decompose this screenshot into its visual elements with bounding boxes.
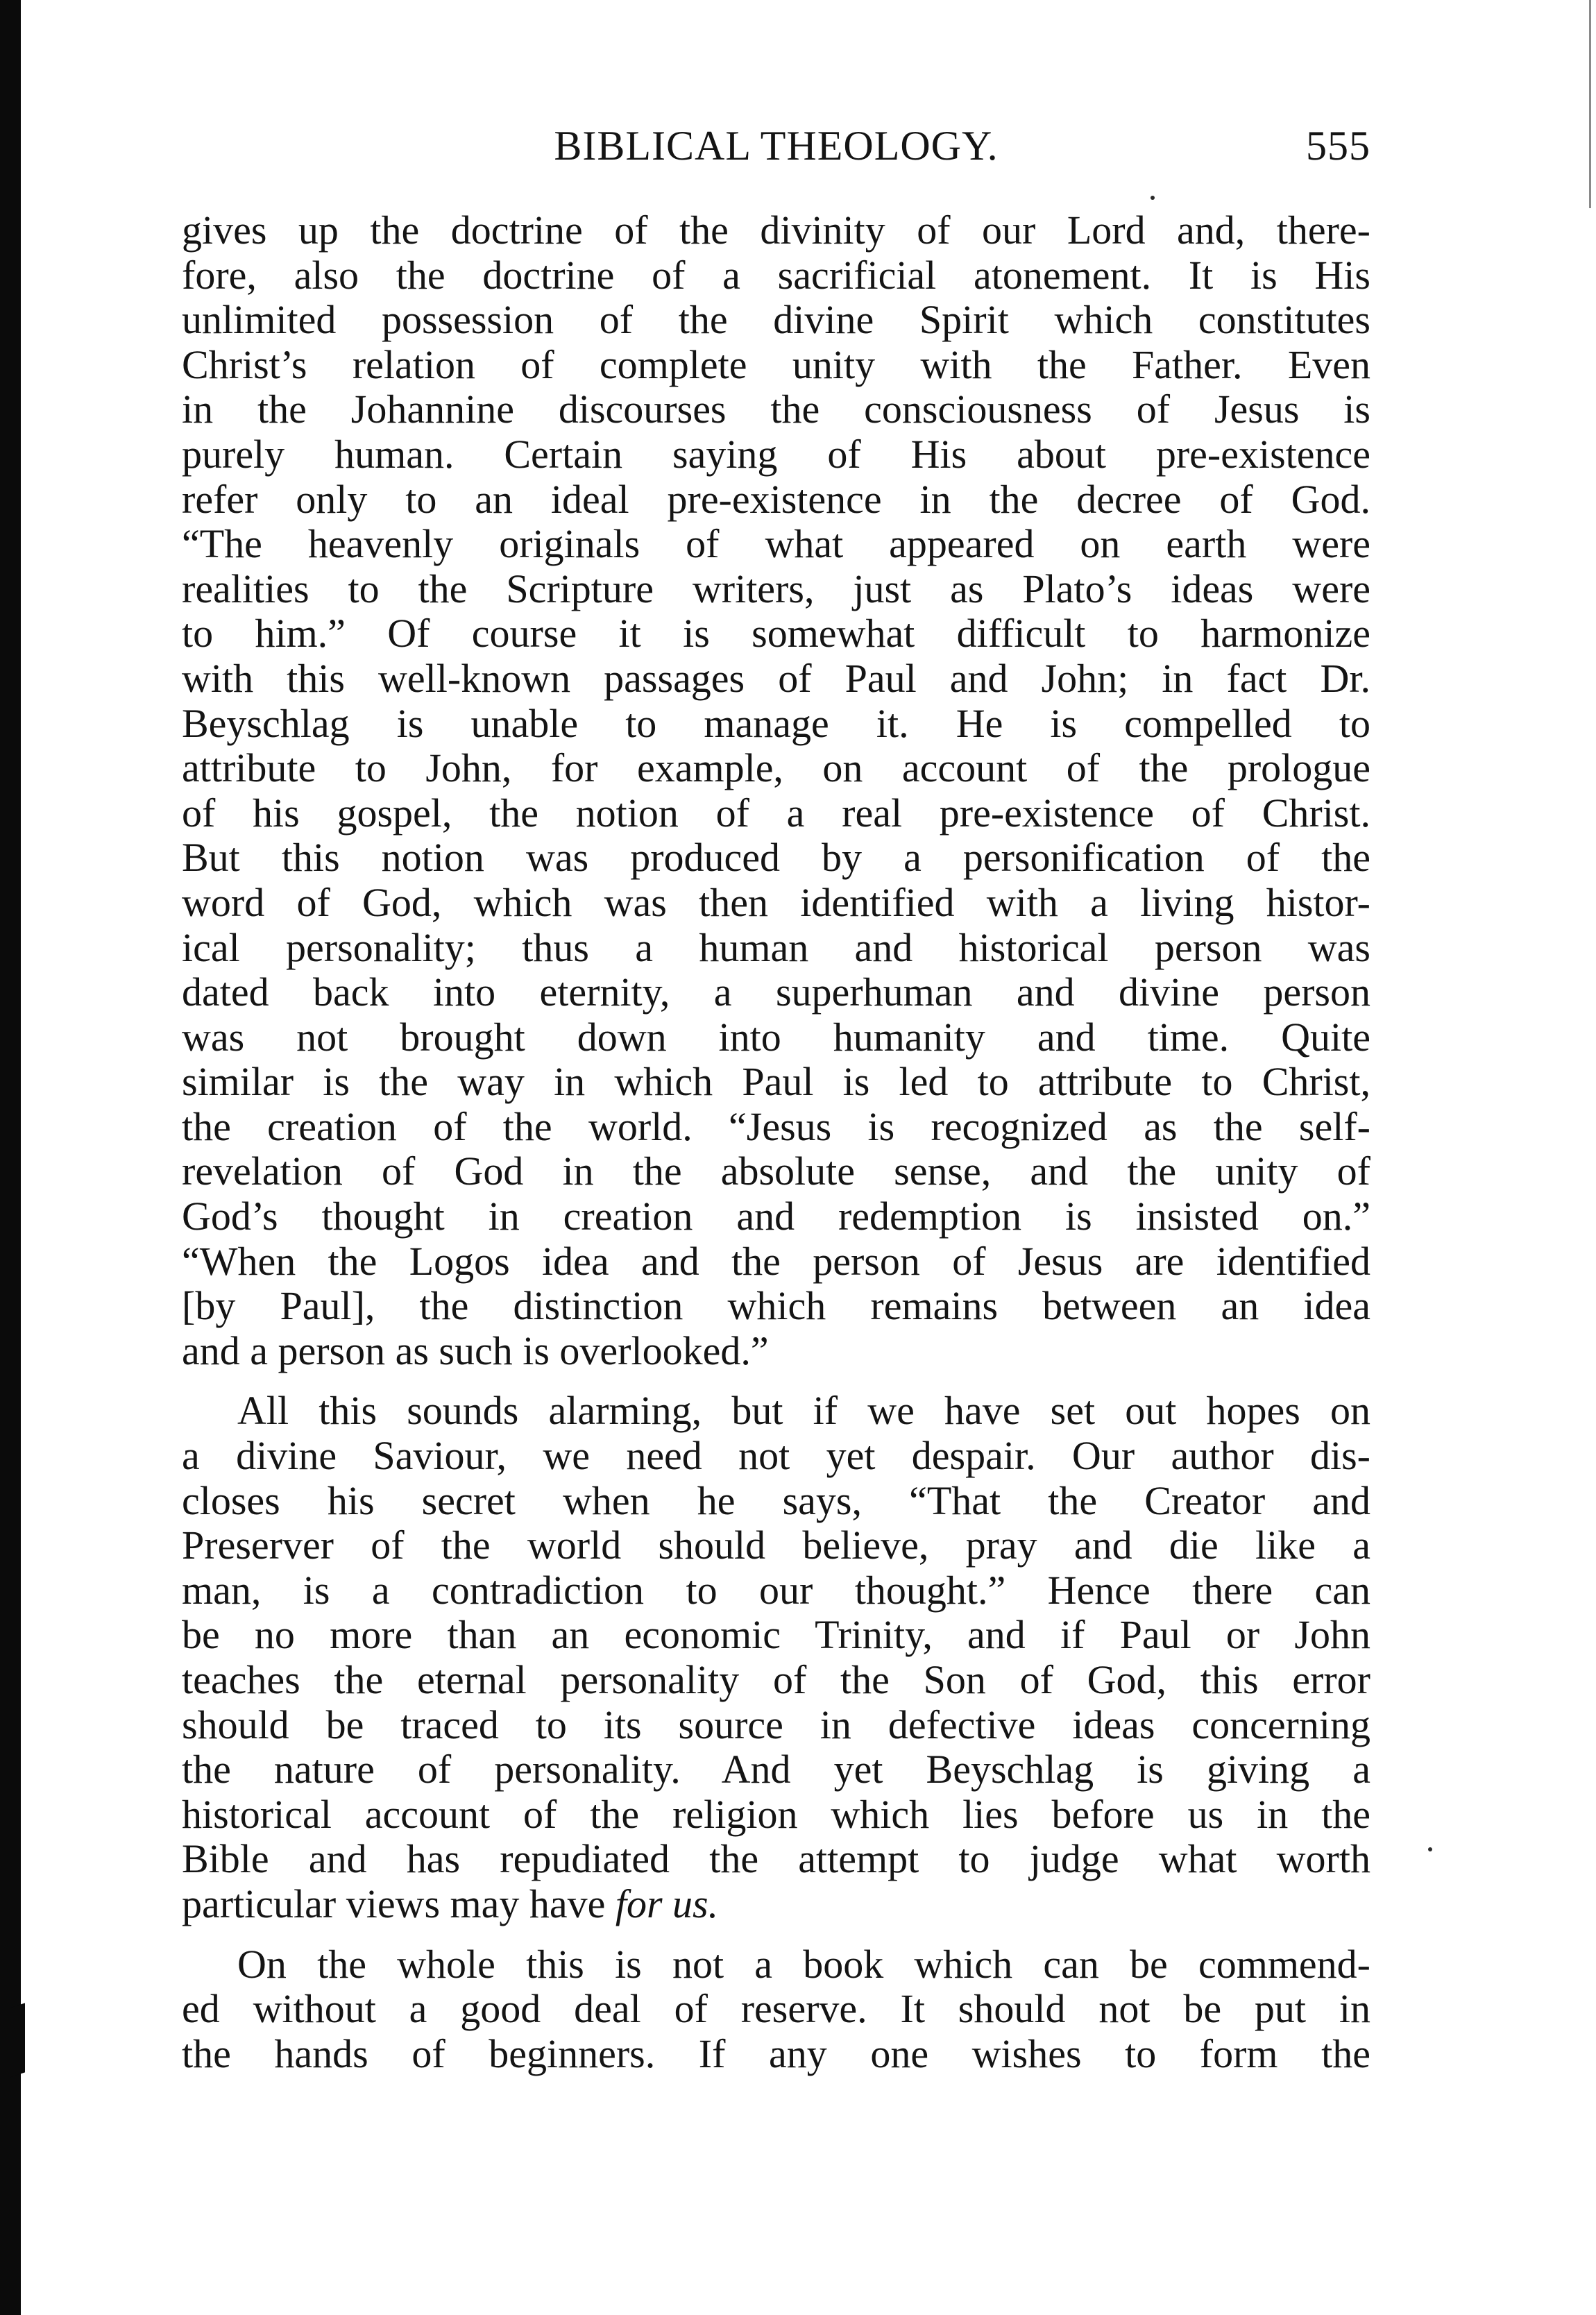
text-line: [by Paul], the distinction which remains between an idea xyxy=(182,1283,1370,1329)
text-line: was not brought down into humanity and time. Quite xyxy=(182,1014,1370,1060)
text-line-with-emphasis xyxy=(182,1882,1370,1927)
text-line: “The heavenly originals of what appeared on earth were xyxy=(182,521,1370,567)
text-line: of his gospel, the notion of a real pre-existence of Christ. xyxy=(182,790,1370,836)
scan-speck xyxy=(1151,196,1155,200)
scan-edge-shadow xyxy=(0,0,21,2315)
text-line: historical account of the religion which lies before us in the xyxy=(182,1791,1370,1837)
text-line: ical personality; thus a human and historical person was xyxy=(182,924,1370,970)
paragraph-gap xyxy=(182,1373,1370,1389)
text-line: ed without a good deal of reserve. It should not be put in xyxy=(182,1986,1370,2032)
paragraph-gap xyxy=(182,1927,1370,1942)
text-line: Preserver of the world should believe, pray and die like a xyxy=(182,1523,1370,1568)
text-line: But this notion was produced by a personification of the xyxy=(182,835,1370,881)
text-line: the hands of beginners. If any one wishes to form the xyxy=(182,2030,1370,2076)
text-line: God’s thought in creation and redemption is insisted on.” xyxy=(182,1194,1370,1239)
scan-edge-mark xyxy=(10,2003,25,2077)
scan-speck xyxy=(1428,1847,1432,1851)
text-line: in the Johannine discourses the consciousness of Jesus is xyxy=(182,387,1370,432)
text-line: be no more than an economic Trinity, and if Paul or John xyxy=(182,1612,1370,1658)
text-line: Christ’s relation of complete unity with the Father. Even xyxy=(182,341,1370,387)
text-line: gives up the doctrine of the divinity of our Lord and, there- xyxy=(182,207,1370,253)
text-line: with this well-known passages of Paul and John; in fact Dr. xyxy=(182,655,1370,701)
text-line: realities to the Scripture writers, just as Plato’s ideas were xyxy=(182,566,1370,611)
text-line: On the whole this is not a book which can be commend- xyxy=(237,1941,1370,1987)
text-line: purely human. Certain saying of His about pre-existence xyxy=(182,431,1370,477)
text-line: should be traced to its source in defective ideas concerning xyxy=(182,1702,1370,1747)
text-line: closes his secret when he says, “That the Creator and xyxy=(182,1477,1370,1523)
running-title: BIBLICAL THEOLOGY. xyxy=(554,123,999,169)
body-text xyxy=(182,208,1370,2076)
text-line: fore, also the doctrine of a sacrificial atonement. It is His xyxy=(182,252,1370,298)
text-line: Beyschlag is unable to manage it. He is compelled to xyxy=(182,700,1370,746)
italic-emphasis: for us. xyxy=(615,1881,719,1926)
text-line: attribute to John, for example, on account of the prologue xyxy=(182,745,1370,791)
text-line: word of God, which was then identified with a living histor- xyxy=(182,879,1370,925)
text-line: similar is the way in which Paul is led to attribute to Christ, xyxy=(182,1059,1370,1105)
page-number: 555 xyxy=(1306,123,1370,169)
text-line: unlimited possession of the divine Spirit which constitutes xyxy=(182,297,1370,343)
text-line: revelation of God in the absolute sense, and the unity of xyxy=(182,1148,1370,1194)
text-line: a divine Saviour, we need not yet despair. Our author dis- xyxy=(182,1433,1370,1479)
text-line: the nature of personality. And yet Beyschlag is giving a xyxy=(182,1747,1370,1792)
text-line: dated back into eternity, a superhuman and divine person xyxy=(182,969,1370,1015)
text-line: teaches the eternal personality of the Son of God, this error xyxy=(182,1657,1370,1702)
text-line: Bible and has repudiated the attempt to judge what worth xyxy=(182,1836,1370,1882)
scan-right-edge-rule xyxy=(1589,0,1591,208)
running-head xyxy=(182,118,1370,173)
text-line: refer only to an ideal pre-existence in the decree of God. xyxy=(182,476,1370,522)
text-run: particular views may have xyxy=(182,1881,616,1926)
text-line: man, is a contradiction to our thought.” Hence there can xyxy=(182,1567,1370,1613)
text-line: the creation of the world. “Jesus is recognized as the self- xyxy=(182,1103,1370,1149)
text-line: All this sounds alarming, but if we have set out hopes on xyxy=(237,1388,1370,1434)
text-line: “When the Logos idea and the person of Jesus are identified xyxy=(182,1238,1370,1284)
text-line: and a person as such is overlooked.” xyxy=(182,1328,769,1373)
text-line: to him.” Of course it is somewhat difficult to harmonize xyxy=(182,611,1370,656)
